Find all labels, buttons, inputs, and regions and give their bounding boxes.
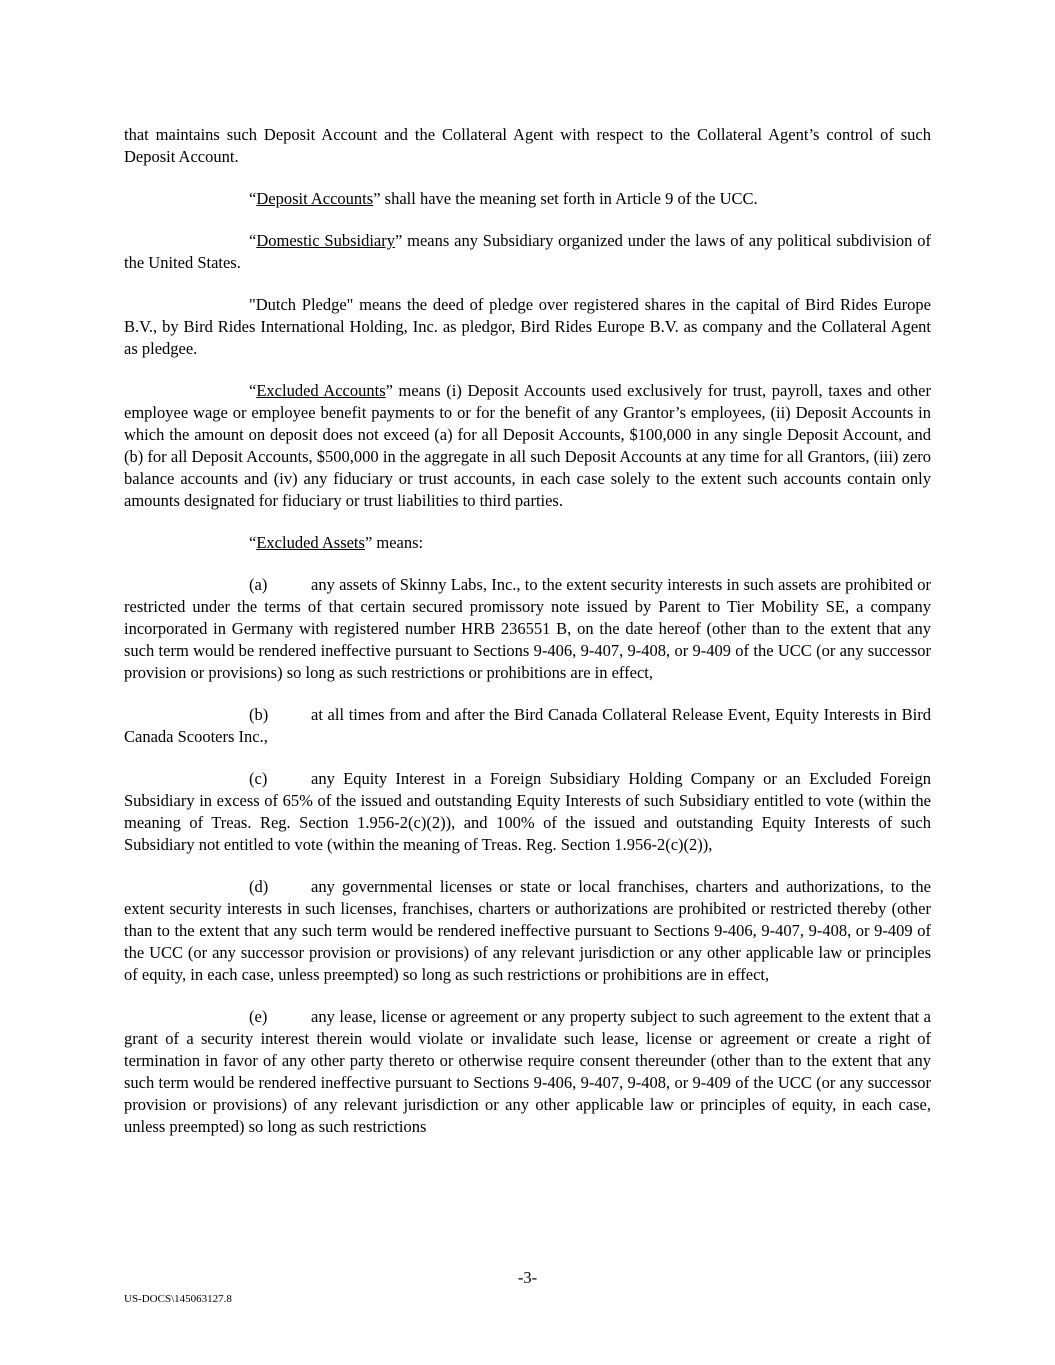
- page-number: -3-: [517, 1268, 538, 1287]
- item-text: any assets of Skinny Labs, Inc., to the extent security interests in such assets are prohibited or restricted under the terms of that certain secured promissory note issued by Parent to Tier Mobility SE, a company incorporated in Germany with registered number HRB 236551 B, on the date hereof (other than to the extent that any such term would be rendered ineffective pursuant to Sections 9-406, 9-407, 9-408, or 9-409 of the UCC (or any successor provision or provisions) so long as such restrictions or prohibitions are in effect,: [124, 575, 931, 682]
- paragraph-continuation: that maintains such Deposit Account and the Collateral Agent with respect to the Collateral Agent’s control of such Deposit Account.: [124, 125, 931, 166]
- definition-deposit-accounts: “Deposit Accounts” shall have the meaning set forth in Article 9 of the UCC.: [249, 189, 758, 208]
- list-item: [124, 574, 931, 684]
- defined-term: Excluded Accounts: [256, 381, 386, 400]
- item-label: (a): [249, 575, 268, 594]
- item-text: at all times from and after the Bird Canada Collateral Release Event, Equity Interests in Bird Canada Scooters Inc.,: [124, 705, 931, 746]
- defined-term: Deposit Accounts: [256, 189, 374, 208]
- item-label: (d): [249, 877, 269, 896]
- definition-dutch-pledge: "Dutch Pledge" means the deed of pledge over registered shares in the capital of Bird Rides Europe B.V., by Bird Rides International Holding, Inc. as pledgor, Bird Rides Europe B.V. as company and the Collateral Agent as pledgee.: [124, 295, 931, 358]
- list-item: [124, 768, 931, 856]
- document-id: US-DOCS\145063127.8: [124, 1293, 232, 1305]
- item-label: (c): [249, 769, 268, 788]
- item-text: any Equity Interest in a Foreign Subsidiary Holding Company or an Excluded Foreign Subsidiary in excess of 65% of the issued and outstanding Equity Interests of such Subsidiary entitled to vote (within the meaning of Treas. Reg. Section 1.956-2(c)(2)), and 100% of the issued and outstanding Equity Interests of such Subsidiary not entitled to vote (within the meaning of Treas. Reg. Section 1.956-2(c)(2)),: [124, 769, 931, 854]
- item-text: any governmental licenses or state or local franchises, charters and authorizations, to the extent security interests in such licenses, franchises, charters or authorizations are prohibited or restricted thereby (other than to the extent that any such term would be rendered ineffective pursuant to Sections 9-406, 9-407, 9-408, or 9-409 of the UCC (or any successor provision or provisions) of any relevant jurisdiction or any other applicable law or principles of equity, in each case, unless preempted) so long as such restrictions or prohibitions are in effect,: [124, 877, 931, 984]
- defined-term: Excluded Assets: [256, 533, 365, 552]
- defined-term: Domestic Subsidiary: [256, 231, 395, 250]
- list-item: [124, 1006, 931, 1138]
- definition-domestic-subsidiary: “Domestic Subsidiary” means any Subsidiary organized under the laws of any political subdivision of the United States.: [124, 231, 931, 272]
- item-text: any lease, license or agreement or any property subject to such agreement to the extent that a grant of a security interest therein would violate or invalidate such lease, license or agreement or create a right of termination in favor of any other party thereto or otherwise require consent thereunder (other than to the extent that any such term would be rendered ineffective pursuant to Sections 9-406, 9-407, 9-408, or 9-409 of the UCC (or any successor provision or provisions) of any relevant jurisdiction or any other applicable law or principles of equity, in each case, unless preempted) so long as such restrictions: [124, 1007, 931, 1136]
- document-body: [124, 124, 931, 1138]
- list-item: [124, 876, 931, 986]
- item-label: (b): [249, 705, 269, 724]
- definition-excluded-accounts: “Excluded Accounts” means (i) Deposit Accounts used exclusively for trust, payroll, taxes and other employee wage or employee benefit payments to or for the benefit of any Grantor’s employees, (ii) Deposit Accounts in which the amount on deposit does not exceed (a) for all Deposit Accounts, $100,000 in any single Deposit Account, and (b) for all Deposit Accounts, $500,000 in the aggregate in all such Deposit Accounts at any time for all Grantors, (iii) zero balance accounts and (iv) any fiduciary or trust accounts, in each case solely to the extent such accounts contain only amounts designated for fiduciary or trust liabilities to third parties.: [124, 381, 931, 510]
- item-label: (e): [249, 1007, 268, 1026]
- definition-excluded-assets: “Excluded Assets” means:: [249, 533, 424, 552]
- list-item: [124, 704, 931, 748]
